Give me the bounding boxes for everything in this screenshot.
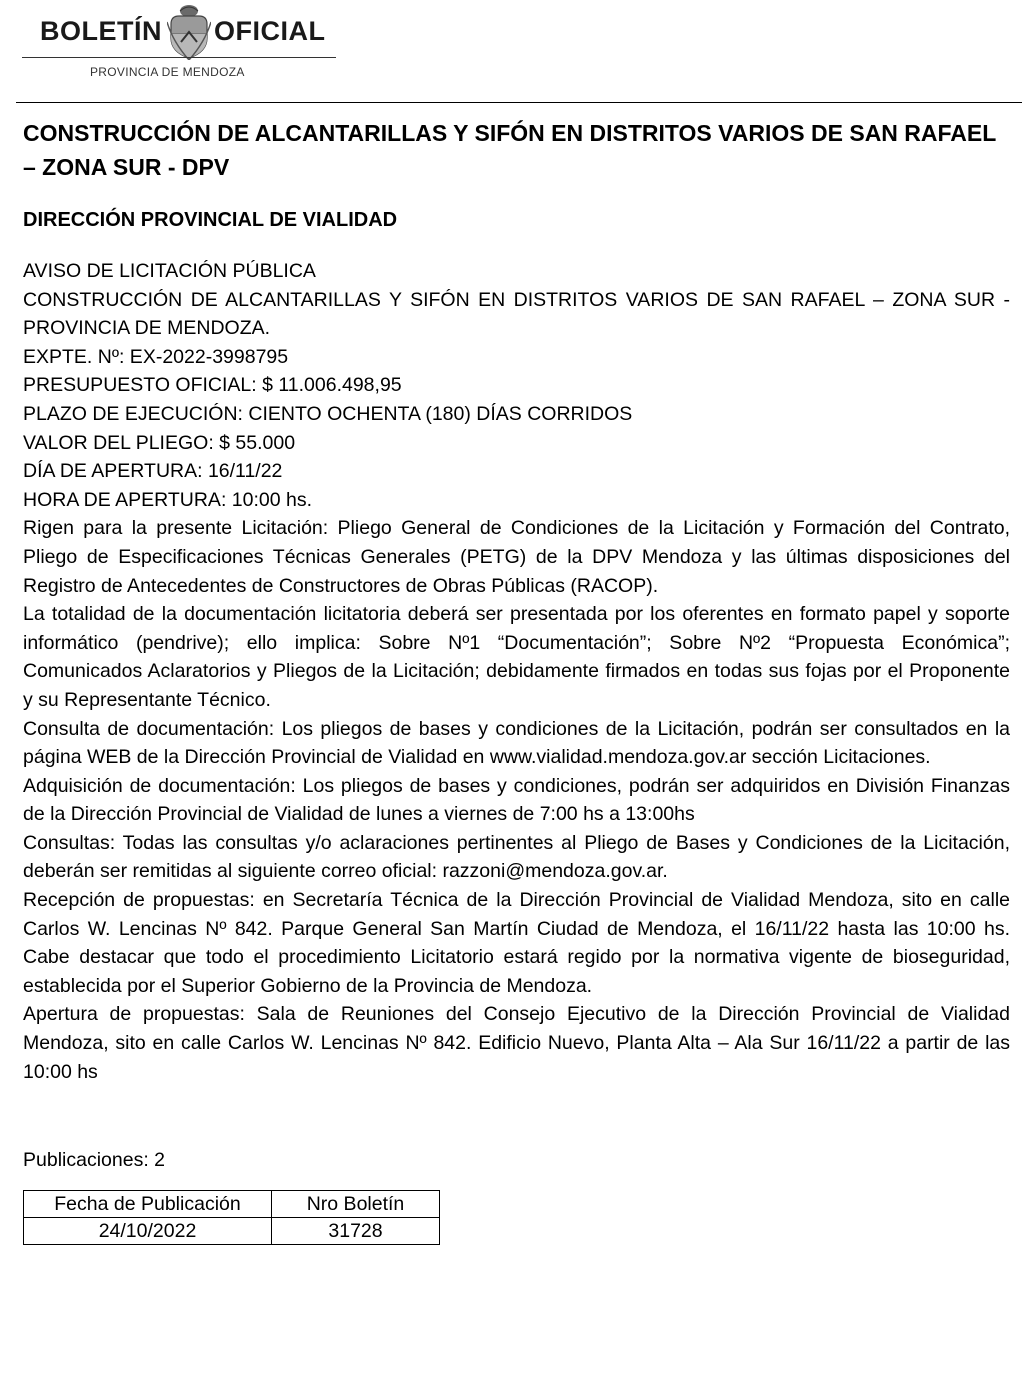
- column-header-bulletin: Nro Boletín: [272, 1191, 440, 1218]
- governing-rules-paragraph: Rigen para la presente Licitación: Pliego General de Condiciones de la Licitación y Formación del Contrato, Pliego de Especificaciones Técnicas Generales (PETG) de la DPV Mendoza y las últimas disposiciones del Registro de Antecedentes de Constructores de Obras Públicas (RACOP).: [23, 517, 1010, 597]
- brand-word-oficial: OFICIAL: [214, 16, 326, 46]
- notice-title: CONSTRUCCIÓN DE ALCANTARILLAS Y SIFÓN EN DISTRITOS VARIOS DE SAN RAFAEL – ZONA SUR - DPV: [23, 120, 996, 180]
- documentation-paragraph: La totalidad de la documentación licitatoria deberá ser presentada por los oferentes en formato papel y soporte informático (pendrive); ello implica: Sobre Nº1 “Documentación”; Sobre Nº2 “Propuesta Económica”; Comunicados Aclaratorios y Pliegos de la Licitación; debidamente firmados en todas sus fojas por el Proponente y su Representante Técnico.: [23, 603, 1010, 711]
- notice-body: [23, 257, 1010, 1086]
- notice-heading: AVISO DE LICITACIÓN PÚBLICA: [23, 260, 316, 282]
- notice-content: [23, 116, 1010, 1245]
- table-row: [24, 1218, 440, 1245]
- coat-of-arms-icon: [167, 2, 211, 60]
- opening-time: HORA DE APERTURA: 10:00 hs.: [23, 488, 313, 511]
- agency-name: DIRECCIÓN PROVINCIAL DE VIALIDAD: [23, 209, 398, 231]
- file-number: EXPTE. Nº: EX-2022-3998795: [23, 345, 289, 368]
- opening-date: DÍA DE APERTURA: 16/11/22: [23, 460, 283, 483]
- masthead: [22, 0, 342, 86]
- bid-document-price: VALOR DEL PLIEGO: $ 55.000: [23, 431, 296, 454]
- reception-paragraph: Recepción de propuestas: en Secretaría Técnica de la Dirección Provincial de Vialidad Mendoza, sito en calle Carlos W. Lencinas Nº 842. Parque General San Martín Ciudad de Mendoza, el 16/11/22 hasta las 10:00 hs. Cabe destacar que todo el procedimiento Licitatorio estará regido por la normativa vigente de bioseguridad, establecida por el Superior Gobierno de la Provincia de Mendoza.: [23, 889, 1010, 997]
- publications-count: Publicaciones: 2: [23, 1149, 166, 1172]
- page-divider: [16, 102, 1022, 103]
- masthead-divider: [22, 57, 336, 58]
- opening-paragraph: Apertura de propuestas: Sala de Reuniones del Consejo Ejecutivo de la Dirección Provincial de Vialidad Mendoza, sito en calle Carlos W. Lencinas Nº 842. Edificio Nuevo, Planta Alta – Ala Sur 16/11/22 a partir de las 10:00 hs: [23, 1003, 1010, 1083]
- publications-table: [23, 1190, 440, 1245]
- inquiries-paragraph: Consultas: Todas las consultas y/o aclaraciones pertinentes al Pliego de Bases y Condiciones de la Licitación, deberán ser remitidas al siguiente correo oficial: razzoni@mendoza.gov.ar.: [23, 831, 1010, 883]
- bulletin-number-cell: 31728: [272, 1218, 440, 1245]
- table-header-row: [24, 1191, 440, 1218]
- column-header-date: Fecha de Publicación: [24, 1191, 272, 1218]
- consultation-paragraph: Consulta de documentación: Los pliegos de bases y condiciones de la Licitación, podrán ser consultados en la página WEB de la Dirección Provincial de Vialidad en www.vialidad.mendoza.gov.ar sección Licitaciones.: [23, 717, 1010, 769]
- work-description: CONSTRUCCIÓN DE ALCANTARILLAS Y SIFÓN EN DISTRITOS VARIOS DE SAN RAFAEL – ZONA SUR - PROVINCIA DE MENDOZA.: [23, 288, 1010, 340]
- official-budget: PRESUPUESTO OFICIAL: $ 11.006.498,95: [23, 374, 402, 397]
- acquisition-paragraph: Adquisición de documentación: Los pliegos de bases y condiciones, podrán ser adquiridos en División Finanzas de la Dirección Provincial de Vialidad de lunes a viernes de 7:00 hs a 13:00hs: [23, 774, 1010, 826]
- publication-date-cell: 24/10/2022: [24, 1218, 272, 1245]
- execution-term: PLAZO DE EJECUCIÓN: CIENTO OCHENTA (180) DÍAS CORRIDOS: [23, 402, 633, 425]
- brand-word-boletin: BOLETÍN: [40, 16, 162, 46]
- masthead-subtitle: PROVINCIA DE MENDOZA: [90, 65, 245, 79]
